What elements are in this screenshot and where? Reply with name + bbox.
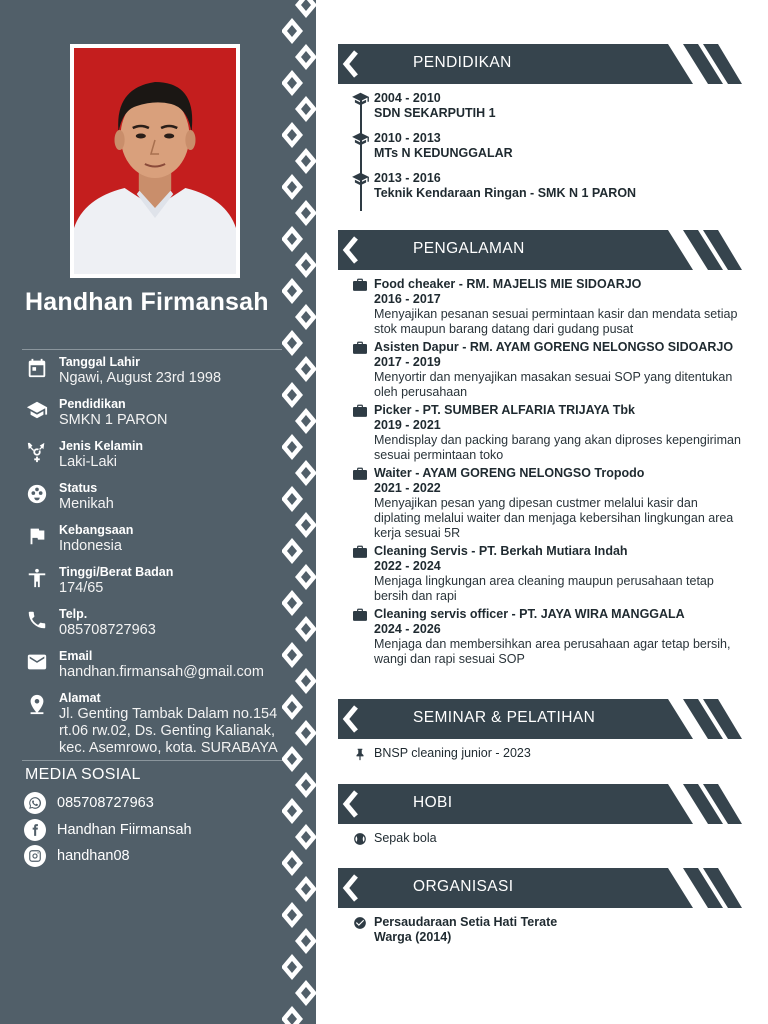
pushpin-icon [353,747,367,761]
info-value: 174/65 [59,580,104,596]
experience-years: 2016 - 2017 [374,292,441,306]
experience-item [352,403,744,463]
info-label: Tanggal Lahir [59,355,141,369]
email-icon [26,651,48,673]
section-header-banner [338,784,742,824]
info-value: Indonesia [59,538,122,554]
decorative-diamond-border [282,0,316,1024]
instagram-icon [24,845,46,867]
info-value: Menikah [59,496,114,512]
social-facebook [24,819,192,846]
section-title: ORGANISASI [413,878,514,895]
section-title: PENGALAMAN [413,240,525,257]
education-school: Teknik Kendaraan Ringan - SMK N 1 PARON [374,186,637,200]
experience-description: Menyajikan pesan yang dipesan custmer melalui kasir dan diplating melalui waiter dan menjaga kebersihan lingkungan area kerja sesuai 5R [374,496,734,540]
profile-name: Handhan Firmansah [25,288,269,316]
hobby-text: Sepak bola [374,831,437,845]
section-title: HOBI [413,794,453,811]
section-title: SEMINAR & PELATIHAN [413,709,596,726]
seminar-text: BNSP cleaning junior - 2023 [374,746,531,760]
section-header-banner [338,230,742,270]
info-phone [24,604,280,646]
education-years: 2004 - 2010 [374,91,441,105]
hobby-item [352,831,742,846]
education-item [352,171,742,211]
section-header-banner [338,44,742,84]
experience-years: 2017 - 2019 [374,355,441,369]
section-header-seminar [338,699,742,739]
education-item [352,131,742,171]
info-address [24,688,280,756]
social-value: 085708727963 [57,795,154,811]
graduation-cap-icon [26,399,48,421]
experience-title: Picker - PT. SUMBER ALFARIA TRIJAYA Tbk [374,403,635,417]
info-value: Jl. Genting Tambak Dalam no.154 rt.06 rw.02, Ds. Genting Kalianak, kec. Asemrowo, kota. SURABAYA [59,706,278,756]
info-nationality [24,520,280,562]
info-label: Tinggi/Berat Badan [59,565,174,579]
experience-item [352,466,744,541]
experience-description: Mendisplay dan packing barang yang akan diproses kepengiriman sesuai permintaan toko [374,433,741,462]
social-whatsapp [24,792,192,819]
divider [22,349,282,350]
experience-list [352,277,744,670]
seminar-item [352,746,742,761]
social-instagram [24,845,192,872]
organization-name: Persaudaraan Setia Hati Terate [374,915,558,929]
organization-detail: Warga (2014) [374,930,452,944]
briefcase-icon [353,341,367,354]
briefcase-icon [353,404,367,417]
phone-icon [26,609,48,631]
briefcase-icon [353,608,367,621]
info-value: 085708727963 [59,622,156,638]
experience-item [352,340,744,400]
experience-item [352,277,744,337]
experience-item [352,544,744,604]
sidebar [0,0,284,1024]
rings-icon [26,483,48,505]
education-school: SDN SEKARPUTIH 1 [374,106,496,120]
section-header-experience [338,230,742,270]
info-height-weight [24,562,280,604]
section-header-organization [338,868,742,908]
education-item [352,91,742,131]
calendar-icon [26,357,48,379]
section-header-education [338,44,742,84]
info-value: Ngawi, August 23rd 1998 [59,370,222,386]
info-label: Pendidikan [59,397,126,411]
info-email [24,646,280,688]
info-label: Alamat [59,691,101,705]
person-icon [26,567,48,589]
experience-years: 2021 - 2022 [374,481,441,495]
experience-description: Menyajikan pesanan sesuai permintaan kasir dan mendata setiap stok maupun barang datang dari gudang pusat [374,307,738,336]
section-title: PENDIDIKAN [413,54,512,71]
experience-title: Food cheaker - RM. MAJELIS MIE SIDOARJO [374,277,642,291]
info-value: handhan.firmansah@gmail.com [59,664,264,680]
profile-photo [74,48,236,274]
experience-title: Asisten Dapur - RM. AYAM GORENG NELONGSO SIDOARJO [374,340,734,354]
section-header-banner [338,868,742,908]
organization-item [352,915,742,945]
experience-title: Waiter - AYAM GORENG NELONGSO Tropodo [374,466,645,480]
baseball-icon [353,832,367,846]
info-birth-date [24,352,280,394]
check-circle-icon [353,916,367,930]
experience-years: 2019 - 2021 [374,418,441,432]
experience-years: 2022 - 2024 [374,559,441,573]
experience-description: Menjaga dan membersihkan area perusahaan agar tetap bersih, wangi dan rapi sesuai SOP [374,637,731,666]
graduation-cap-icon [352,92,369,106]
education-list [352,91,742,211]
graduation-cap-icon [352,172,369,186]
info-label: Email [59,649,93,663]
experience-item [352,607,744,667]
flag-icon [26,525,48,547]
location-pin-icon [26,693,48,715]
briefcase-icon [353,545,367,558]
info-gender [24,436,280,478]
experience-description: Menyortir dan menyajikan masakan sesuai SOP yang ditentukan oleh perusahaan [374,370,733,399]
facebook-icon [24,819,46,841]
info-education [24,394,280,436]
info-label: Status [59,481,98,495]
whatsapp-icon [24,792,46,814]
graduation-cap-icon [352,132,369,146]
profile-photo-frame [70,44,240,278]
social-media-list [24,792,192,872]
experience-title: Cleaning servis officer - PT. JAYA WIRA MANGGALA [374,607,685,621]
education-years: 2013 - 2016 [374,171,441,185]
briefcase-icon [353,467,367,480]
personal-info-list [24,352,280,756]
education-years: 2010 - 2013 [374,131,441,145]
section-header-hobby [338,784,742,824]
social-media-title: MEDIA SOSIAL [25,766,141,783]
info-label: Kebangsaan [59,523,134,537]
info-label: Telp. [59,607,88,621]
briefcase-icon [353,278,367,291]
experience-title: Cleaning Servis - PT. Berkah Mutiara Indah [374,544,628,558]
social-value: Handhan Fiirmansah [57,821,192,838]
divider [22,760,282,761]
info-label: Jenis Kelamin [59,439,144,453]
info-status [24,478,280,520]
info-value: SMKN 1 PARON [59,412,168,428]
experience-years: 2024 - 2026 [374,622,441,636]
experience-description: Menjaga lingkungan area cleaning maupun perusahaan tetap bersih dan rapi [374,574,714,603]
gender-icon [26,441,48,463]
social-value: handhan08 [57,848,130,864]
education-school: MTs N KEDUNGGALAR [374,146,513,160]
info-value: Laki-Laki [59,454,118,470]
